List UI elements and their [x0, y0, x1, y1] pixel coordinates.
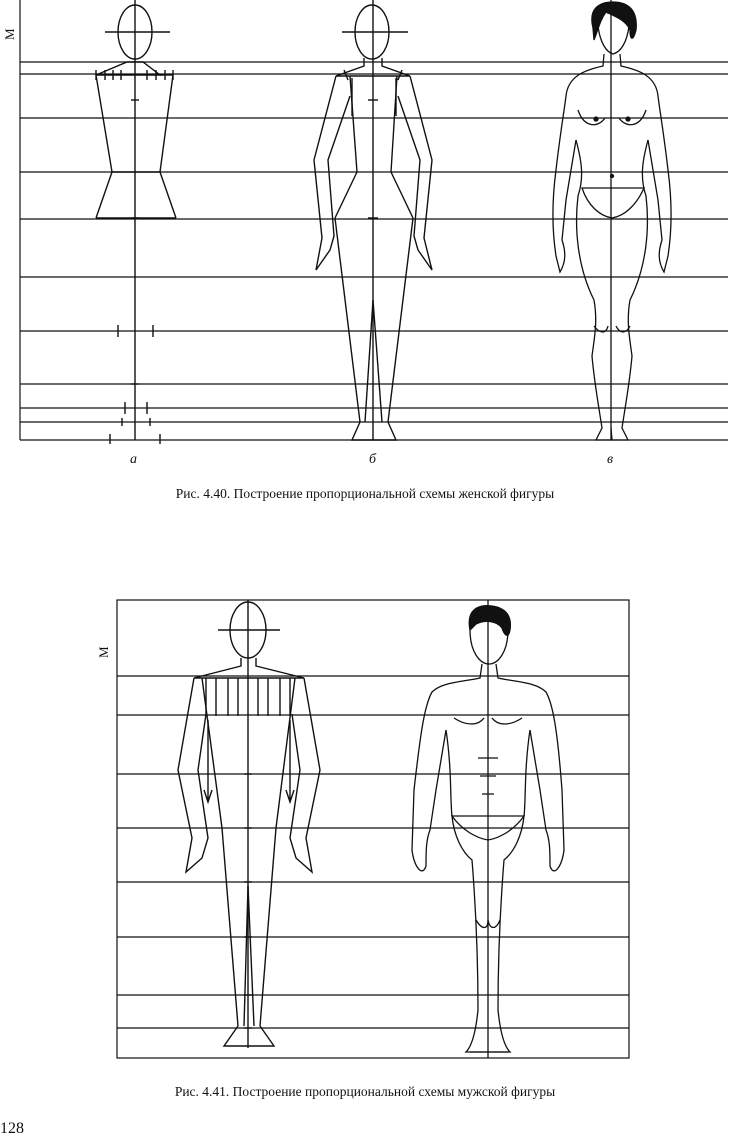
male-drawing	[412, 600, 564, 1058]
figure-caption-4-40: Рис. 4.40. Построение пропорциональной схемы женской фигуры	[175, 486, 555, 501]
male-schema	[178, 600, 320, 1048]
frame-rect	[117, 600, 629, 1058]
sublabel-b: б	[369, 452, 377, 467]
male-proportion-diagram	[0, 590, 730, 1070]
axis-label-m: М	[2, 28, 17, 40]
schema-b	[314, 0, 432, 440]
page-number: 128	[0, 1120, 24, 1137]
module-lines	[117, 676, 629, 1028]
female-proportion-diagram	[0, 0, 730, 470]
drawing-v	[553, 0, 671, 440]
axis-label-m-2: М	[96, 646, 111, 658]
figure-caption-4-41: Рис. 4.41. Построение пропорциональной схемы мужской фигуры	[174, 1084, 556, 1099]
schema-a	[96, 0, 176, 444]
sublabel-v: в	[607, 452, 614, 467]
module-lines	[20, 62, 728, 440]
sublabel-a: а	[130, 452, 137, 467]
